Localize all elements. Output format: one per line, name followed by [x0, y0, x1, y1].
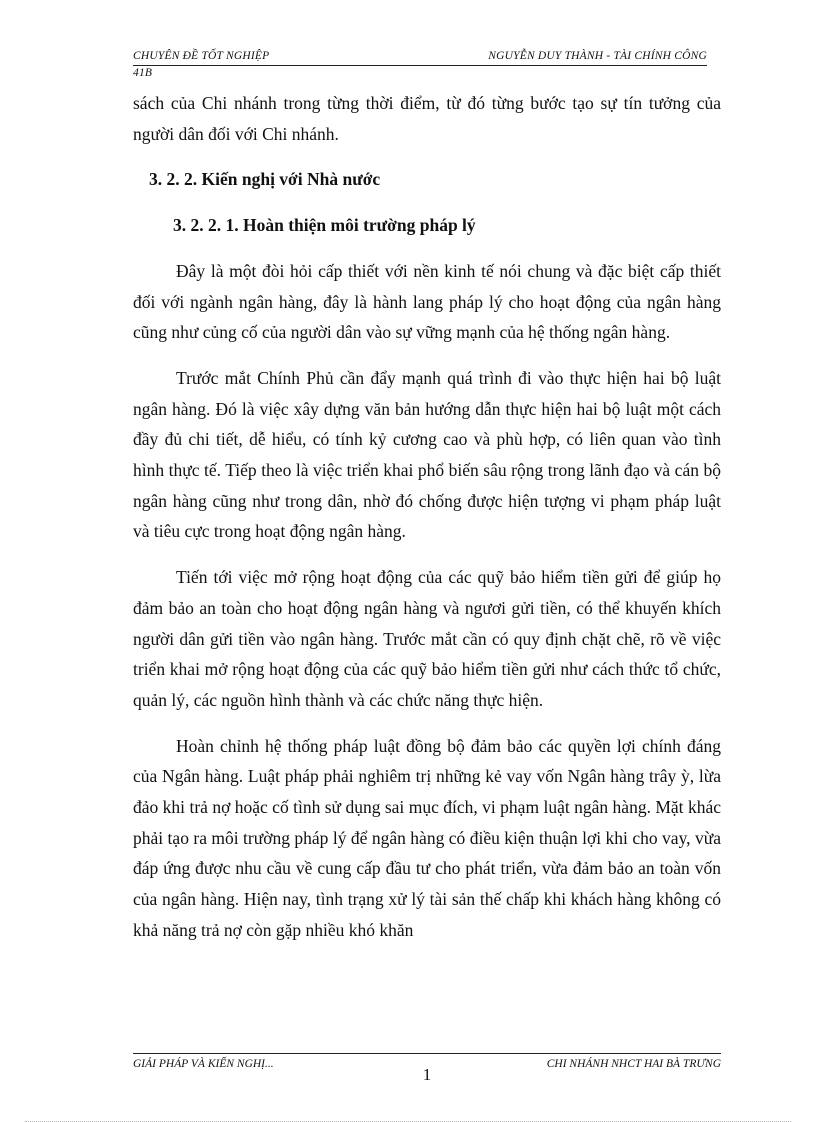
paragraph: Trước mắt Chính Phủ cần đẩy mạnh quá trình đi vào thực hiện hai bộ luật ngân hàng. Đó là việc xây dựng văn bản hướng dẫn thực hiện hai bộ luật một cách đầy đủ chi tiết, dễ hiểu, có tính kỷ cương cao và phù hợp, có liên quan vào tình hình thực tế. Tiếp theo là việc triển khai phổ biến sâu rộng trong lãnh đạo và cán bộ ngân hàng cũng như trong dân, nhờ đó chống được hiện tượng vi phạm pháp luật và tiêu cực trong hoạt động ngân hàng. [133, 367, 721, 542]
page-bottom-edge [25, 1121, 791, 1122]
footer-rule [133, 1053, 721, 1054]
paragraph-continuation: sách của Chi nhánh trong từng thời điểm, từ đó từng bước tạo sự tín tưởng của người dân đối với Chi nhánh. [133, 93, 721, 144]
paragraph: Tiến tới việc mở rộng hoạt động của các quỹ bảo hiểm tiền gửi để giúp họ đảm bảo an toàn cho hoạt động ngân hàng và ngươi gửi tiền, có thể khuyến khích người dân gửi tiền vào ngân hàng. Trước mắt cần có quy định chặt chẽ, rõ về việc triển khai mở rộng hoạt động của các quỹ bảo hiểm tiền gửi như cách thức tổ chức, quản lý, các nguồn hình thành và các chức năng thực hiện. [133, 567, 721, 710]
footer-right-text: CHI NHÁNH NHCT HAI BÀ TRƯNG [546, 1058, 721, 1070]
header-continuation: 41B [133, 67, 153, 79]
paragraph: Hoàn chỉnh hệ thống pháp luật đồng bộ đảm bảo các quyền lợi chính đáng của Ngân hàng. Luật pháp phải nghiêm trị những kẻ vay vốn Ngân hàng trây ỳ, lừa đảo khi trả nợ hoặc cố tình sử dụng sai mục đích, vi phạm luật ngân hàng. Mặt khác phải tạo ra môi trường pháp lý để ngân hàng có điều kiện thuận lợi khi cho vay, vừa đáp ứng được nhu cầu về cung cấp đầu tư cho phát triển, vừa đảm bảo an toàn vốn của ngân hàng. Hiện nay, tình trạng xử lý tài sản thế chấp khi khách hàng không có khả năng trả nợ còn gặp nhiều khó khăn [133, 735, 721, 940]
header-rule [133, 65, 707, 66]
paragraph: Đây là một đòi hỏi cấp thiết với nền kinh tế nói chung và đặc biệt cấp thiết đối với ngành ngân hàng, đây là hành lang pháp lý cho hoạt động của ngân hàng cũng như củng cố của người dân vào sự vững mạnh của hệ thống ngân hàng. [133, 260, 721, 343]
page-number: 1 [422, 1065, 432, 1084]
header-left-title: CHUYÊN ĐỀ TỐT NGHIỆP [133, 50, 270, 62]
document-body [133, 88, 721, 961]
subsection-heading: 3. 2. 2. 1. Hoàn thiện môi trường pháp lý [173, 215, 476, 236]
footer-left-text: GIẢI PHÁP VÀ KIẾN NGHỊ... [133, 1058, 274, 1070]
header-right-author: NGUYỄN DUY THÀNH - TÀI CHÍNH CÔNG [488, 50, 707, 62]
section-heading: 3. 2. 2. Kiến nghị với Nhà nước [149, 169, 381, 190]
